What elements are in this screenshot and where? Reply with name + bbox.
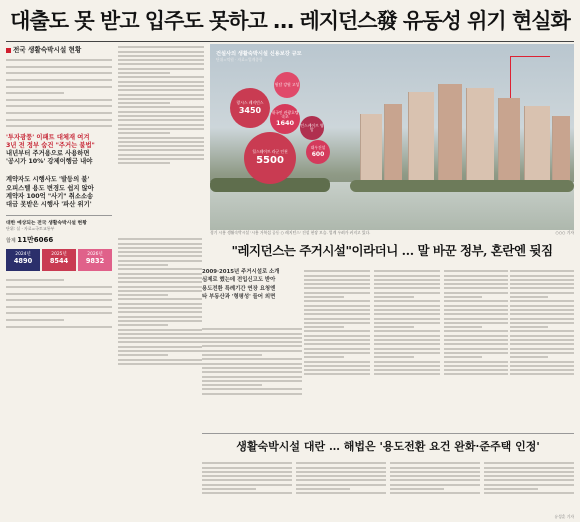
red-head-1: '투자광풍' 이패트 대체재 여겨 xyxy=(6,133,90,141)
text-line xyxy=(510,296,548,298)
text-line xyxy=(118,145,204,147)
text-line xyxy=(296,484,386,486)
text-line xyxy=(202,467,292,469)
text-line xyxy=(510,283,574,285)
text-line xyxy=(374,296,414,298)
text-line xyxy=(510,279,574,281)
text-line xyxy=(444,361,508,363)
text-line xyxy=(118,337,202,339)
text-line xyxy=(304,365,370,367)
text-line xyxy=(202,358,302,360)
text-line xyxy=(390,467,480,469)
text-line xyxy=(296,492,386,494)
text-line xyxy=(118,119,204,121)
black-head-2: '공시가 10%' 강제이행금 내야 xyxy=(6,158,93,166)
photo-building xyxy=(524,106,550,186)
text-line xyxy=(202,475,292,477)
text-line xyxy=(304,330,370,332)
text-line xyxy=(484,462,574,464)
text-line xyxy=(374,305,440,307)
text-line xyxy=(510,300,574,302)
text-line xyxy=(118,251,202,253)
text-line xyxy=(6,112,112,114)
text-line xyxy=(374,343,440,345)
text-line xyxy=(118,115,204,117)
photo-building xyxy=(552,116,570,186)
bar-value-label: 8544 xyxy=(49,257,69,266)
section-title: 전국 생활숙박시설 현황 xyxy=(6,44,112,54)
text-line xyxy=(304,318,370,320)
text-line xyxy=(118,268,202,270)
text-line xyxy=(304,305,370,307)
text-line xyxy=(118,158,204,160)
text-line xyxy=(444,279,508,281)
text-line xyxy=(390,475,480,477)
text-line xyxy=(118,124,204,126)
text-line xyxy=(202,380,302,382)
text-line xyxy=(6,66,112,68)
text-line xyxy=(202,354,262,356)
text-line xyxy=(304,356,344,358)
text-line xyxy=(118,324,168,326)
text-line xyxy=(304,322,370,324)
text-line xyxy=(484,467,574,469)
square-icon xyxy=(6,48,11,53)
text-line xyxy=(118,94,204,96)
construction-photo xyxy=(210,44,574,230)
text-line xyxy=(118,350,202,352)
text-line xyxy=(296,462,386,464)
text-line xyxy=(118,51,204,53)
text-line xyxy=(296,467,386,469)
text-line xyxy=(6,312,112,314)
headline: 대출도 못 받고 입주도 못하고 … 레지던스發 유동성 위기 현실화 xyxy=(10,9,570,33)
text-line xyxy=(444,348,508,350)
text-line xyxy=(484,492,574,494)
text-line xyxy=(202,363,302,365)
text-line xyxy=(202,367,302,369)
text-line xyxy=(304,348,370,350)
text-line xyxy=(374,275,440,277)
text-line xyxy=(444,352,508,354)
text-line xyxy=(374,318,440,320)
body-text-12 xyxy=(390,460,480,518)
text-line xyxy=(374,330,440,332)
text-line xyxy=(202,371,302,373)
photo-building xyxy=(360,114,382,186)
text-line xyxy=(304,283,370,285)
text-line xyxy=(374,283,440,285)
text-line xyxy=(304,270,370,272)
middle-column xyxy=(118,44,204,234)
body-text-3 xyxy=(118,46,204,164)
photo-label: 건설사의 생활숙박시설 신용보강 규모 단위=억원 · 자료=업계종합 xyxy=(216,51,302,62)
text-line xyxy=(374,300,440,302)
body-text-2 xyxy=(6,277,112,330)
text-line xyxy=(6,86,112,88)
crane xyxy=(510,56,511,98)
text-line xyxy=(202,488,256,490)
text-line xyxy=(374,365,440,367)
text-line xyxy=(444,335,508,337)
text-line xyxy=(118,277,202,279)
text-line xyxy=(444,305,508,307)
text-line xyxy=(118,132,170,134)
text-line xyxy=(118,243,202,245)
text-line xyxy=(374,292,440,294)
text-line xyxy=(202,388,302,390)
chart-bar xyxy=(6,249,40,271)
text-line xyxy=(118,247,202,249)
text-line xyxy=(304,326,344,328)
text-line xyxy=(304,339,370,341)
text-line xyxy=(296,475,386,477)
photo-caption: 경기 시흥 생활숙박시설 '시흥 거북섬 공동 ○ 레지던스' 건설 현장 모습. 업계 우려가 커지고 있다. ○○○ 기자 xyxy=(210,230,574,235)
text-line xyxy=(6,59,112,61)
text-line xyxy=(118,359,202,361)
text-line xyxy=(118,162,170,164)
text-line xyxy=(374,369,440,371)
text-line xyxy=(6,319,64,321)
text-line xyxy=(510,352,574,354)
body-text-9 xyxy=(202,326,302,434)
text-line xyxy=(374,322,440,324)
text-line xyxy=(374,279,440,281)
text-line xyxy=(390,462,480,464)
text-line xyxy=(6,286,112,288)
text-line xyxy=(374,326,414,328)
circle-6: 대우건설 600 xyxy=(306,140,330,164)
text-line xyxy=(202,328,302,330)
text-line xyxy=(6,293,112,295)
bar-year-label: 2024년 xyxy=(15,252,31,258)
photo-building xyxy=(384,104,402,186)
text-line xyxy=(296,488,350,490)
text-line xyxy=(444,292,508,294)
text-line xyxy=(374,348,440,350)
text-line xyxy=(510,305,574,307)
text-line xyxy=(390,484,480,486)
text-line xyxy=(510,275,574,277)
text-line xyxy=(390,479,480,481)
text-line xyxy=(444,287,508,289)
text-line xyxy=(444,339,508,341)
text-line xyxy=(6,72,112,74)
text-line xyxy=(296,471,386,473)
text-line xyxy=(444,283,508,285)
body-text-4 xyxy=(118,236,202,434)
text-line xyxy=(118,303,202,305)
chart-bars xyxy=(6,249,112,271)
circle-1: 랑시스 레지던스 3450 xyxy=(230,88,270,128)
text-line xyxy=(484,479,574,481)
text-line xyxy=(6,99,112,101)
text-line xyxy=(118,154,204,156)
photo-building xyxy=(438,84,462,186)
text-line xyxy=(118,311,202,313)
text-line xyxy=(374,270,440,272)
text-line xyxy=(118,102,170,104)
text-line xyxy=(510,287,574,289)
text-line xyxy=(118,333,202,335)
text-line xyxy=(118,89,204,91)
text-line xyxy=(510,369,574,371)
text-line xyxy=(374,352,440,354)
body-text-13 xyxy=(484,460,574,518)
text-line xyxy=(6,326,112,328)
text-line xyxy=(202,462,292,464)
text-line xyxy=(118,329,202,331)
text-line xyxy=(202,345,302,347)
headline-rule xyxy=(6,41,574,42)
text-line xyxy=(374,335,440,337)
text-line xyxy=(510,309,574,311)
text-line xyxy=(444,313,508,315)
text-line xyxy=(484,484,574,486)
text-line xyxy=(6,279,64,281)
bar-value-label: 9832 xyxy=(85,257,105,266)
text-line xyxy=(444,270,508,272)
text-line xyxy=(296,479,386,481)
text-line xyxy=(118,320,202,322)
text-line xyxy=(510,365,574,367)
crane-arm xyxy=(510,56,550,57)
sub-headline-1: "레지던스는 주거시설"이라더니 … 말 바꾼 정부, 혼란엔 뒷짐 xyxy=(231,243,553,258)
text-line xyxy=(202,393,302,395)
text-line xyxy=(118,106,204,108)
text-line xyxy=(374,287,440,289)
text-line xyxy=(202,341,302,343)
text-line xyxy=(118,137,204,139)
text-line xyxy=(484,475,574,477)
body-text-6 xyxy=(374,268,440,434)
text-line xyxy=(444,369,508,371)
text-line xyxy=(484,488,538,490)
text-line xyxy=(510,348,574,350)
text-line xyxy=(118,286,202,288)
text-line xyxy=(304,296,344,298)
text-line xyxy=(444,275,508,277)
text-line xyxy=(444,365,508,367)
text-line xyxy=(304,275,370,277)
text-line xyxy=(304,287,370,289)
text-line xyxy=(510,373,574,375)
text-line xyxy=(6,79,112,81)
text-line xyxy=(484,471,574,473)
red-head-2: 3년 전 정부 숨건 "주거는 불법" xyxy=(6,141,95,149)
text-line xyxy=(118,290,202,292)
text-line xyxy=(118,55,204,57)
text-line xyxy=(118,149,204,151)
text-line xyxy=(444,309,508,311)
left-column xyxy=(6,44,112,518)
text-line xyxy=(6,92,64,94)
text-line xyxy=(6,119,112,121)
photo-building xyxy=(408,92,434,186)
text-line xyxy=(118,72,170,74)
text-line xyxy=(374,309,440,311)
head-3b: 오피스텔 용도 변경도 쉽지 않아 xyxy=(6,184,94,192)
chart-total: 합계 11만6066 xyxy=(6,236,54,245)
text-line xyxy=(444,300,508,302)
text-line xyxy=(118,46,204,48)
body-text-11 xyxy=(296,460,386,518)
text-line xyxy=(118,363,202,365)
black-head-1: 내년부터 주거용으로 사용하면 xyxy=(6,149,90,157)
text-line xyxy=(304,373,370,375)
photo-building xyxy=(466,88,494,186)
text-line xyxy=(510,335,574,337)
text-line xyxy=(444,356,482,358)
text-line xyxy=(444,330,508,332)
text-line xyxy=(444,296,482,298)
text-line xyxy=(304,361,370,363)
text-line xyxy=(202,376,302,378)
text-line xyxy=(510,361,574,363)
circle-4: 힐스테이트 라군 인천 5500 xyxy=(244,132,296,184)
text-line xyxy=(118,264,168,266)
text-line xyxy=(118,255,202,257)
byline: 유성훈 기자 xyxy=(554,514,574,519)
chart-title: 대한 예상되는 전국 생활숙박시설 현황 xyxy=(6,221,87,227)
chart-bar xyxy=(78,249,112,271)
body-text-8 xyxy=(510,268,574,434)
text-line xyxy=(510,339,574,341)
text-line xyxy=(304,343,370,345)
text-line xyxy=(390,492,480,494)
text-line xyxy=(6,299,112,301)
text-line xyxy=(6,125,112,127)
text-line xyxy=(118,316,202,318)
text-line xyxy=(118,260,202,262)
text-line xyxy=(118,307,202,309)
circle-5: 인스케이프 영암 xyxy=(300,116,324,140)
text-line xyxy=(374,361,440,363)
text-line xyxy=(510,318,574,320)
section-rule xyxy=(202,433,574,434)
text-line xyxy=(118,128,204,130)
body-text-7 xyxy=(444,268,508,434)
text-line xyxy=(118,98,204,100)
text-line xyxy=(304,352,370,354)
text-line xyxy=(118,68,204,70)
text-line xyxy=(304,309,370,311)
head-3d: 대금 못받은 시행사 '파산 위기' xyxy=(6,200,92,208)
text-line xyxy=(118,298,202,300)
text-line xyxy=(374,373,440,375)
text-line xyxy=(118,273,202,275)
text-line xyxy=(304,369,370,371)
text-line xyxy=(118,59,204,61)
text-line xyxy=(202,384,262,386)
text-line xyxy=(118,294,168,296)
text-line xyxy=(390,488,444,490)
text-line xyxy=(6,306,112,308)
text-line xyxy=(118,281,202,283)
circle-2: 원담 강원 고성 xyxy=(274,72,300,98)
text-line xyxy=(444,373,508,375)
body-text-5 xyxy=(304,268,370,434)
text-line xyxy=(118,346,202,348)
text-line xyxy=(118,85,204,87)
text-line xyxy=(118,76,204,78)
text-line xyxy=(374,339,440,341)
text-line xyxy=(118,354,168,356)
text-line xyxy=(374,356,414,358)
text-line xyxy=(374,313,440,315)
bar-year-label: 2026년 xyxy=(87,252,103,258)
text-line xyxy=(510,292,574,294)
text-line xyxy=(202,479,292,481)
chart-bar xyxy=(42,249,76,271)
text-line xyxy=(202,337,302,339)
text-line xyxy=(118,238,202,240)
text-line xyxy=(444,326,482,328)
text-line xyxy=(444,318,508,320)
text-line xyxy=(510,330,574,332)
stats-chart xyxy=(6,215,112,271)
circle-3: 내국인 관광호텔 속초 1640 xyxy=(270,104,300,134)
chart-subtitle: 단위: 실 · 자료=국토교통부 xyxy=(6,226,55,232)
text-line xyxy=(118,111,204,113)
text-line xyxy=(510,313,574,315)
text-line xyxy=(6,105,112,107)
text-line xyxy=(118,63,204,65)
text-line xyxy=(510,270,574,272)
body-text-10 xyxy=(202,460,292,518)
text-line xyxy=(202,484,292,486)
head-3c: 계약자 100억 "사기" 취소소송 xyxy=(6,192,94,200)
tree-line xyxy=(350,180,574,192)
text-line xyxy=(304,313,370,315)
text-line xyxy=(444,343,508,345)
text-line xyxy=(304,292,370,294)
text-line xyxy=(202,492,292,494)
bar-year-label: 2025년 xyxy=(51,252,67,258)
bar-value-label: 4890 xyxy=(13,257,33,266)
text-line xyxy=(304,335,370,337)
text-line xyxy=(304,300,370,302)
photo-building xyxy=(498,98,520,186)
text-line xyxy=(510,322,574,324)
text-line xyxy=(510,326,548,328)
text-line xyxy=(510,356,548,358)
head-3a: 계약자도 시행사도 '발등의 불' xyxy=(6,176,90,184)
pull-quote: 2009·2015년 주거시설로 소개 심제로 했는데 전입신고도 받아 용도전환 특례기간 연장 요청엔 타 부동산과 '형평성' 들어 외면 xyxy=(202,269,280,301)
text-line xyxy=(202,333,302,335)
sub-headline-2: 생활숙박시설 대란 … 해법은 '용도전환 요건 완화·준주택 인정' xyxy=(236,440,540,453)
text-line xyxy=(390,471,480,473)
text-line xyxy=(202,471,292,473)
text-line xyxy=(202,350,302,352)
text-line xyxy=(510,343,574,345)
text-line xyxy=(444,322,508,324)
text-line xyxy=(118,141,204,143)
text-line xyxy=(118,81,204,83)
text-line xyxy=(118,341,202,343)
text-line xyxy=(304,279,370,281)
body-text-1 xyxy=(6,57,112,130)
